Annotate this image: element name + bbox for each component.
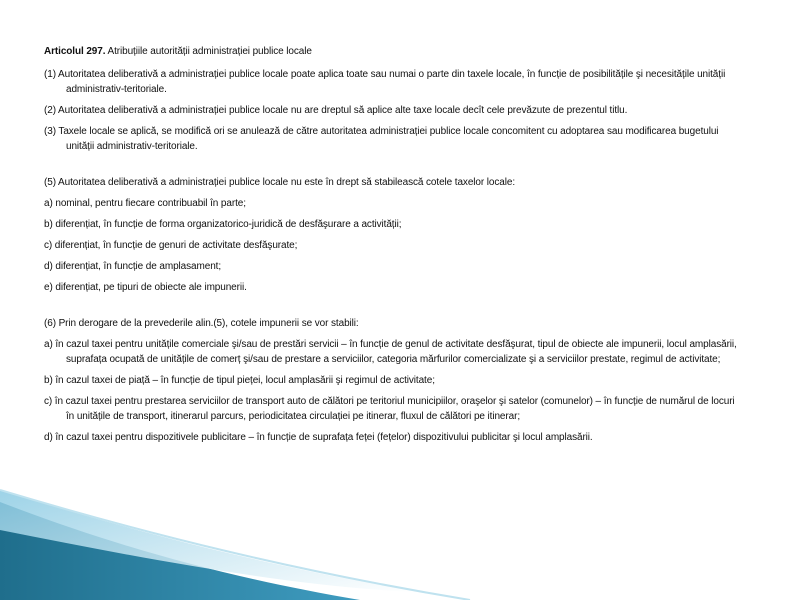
paragraph-6-item-c: c) în cazul taxei pentru prestarea serviciilor de transport auto de călători pe teritoriul municipiilor, oraşelor şi satelor (comunelor) – în funcție de numărul de locuri în unitățile de transport, itinerarul parcurs, periodicitatea circulației pe itinerar, fluxul de călători pe itinerar; [44,396,735,422]
paragraph-5-item-b: b) diferențiat, în funcție de forma organizatorico-juridică de desfăşurare a activității; [44,219,402,230]
article-title: Atribuțiile autorității administrației publice locale [105,46,312,57]
paragraph-6-item-b: b) în cazul taxei de piață – în funcție de tipul pieței, locul amplasării şi regimul de activitate; [44,375,435,386]
paragraph-5-intro: (5) Autoritatea deliberativă a administrației publice locale nu este în drept să stabilească cotele taxelor locale: [44,177,515,188]
wave-thin-line [0,490,470,600]
paragraph-2: (2) Autoritatea deliberativă a administrației publice locale nu are dreptul să aplice alte taxe locale decît cele prevăzute de prezentul titlu. [44,105,628,116]
paragraph-1: (1) Autoritatea deliberativă a administrației publice locale poate aplica toate sau numai o parte din taxele locale, în funcție de posibilitățile şi necesitățile unității administrativ-teritoriale. [44,69,726,95]
paragraph-6-item-a: a) în cazul taxei pentru unitățile comerciale şi/sau de prestări servicii – în funcție de genul de activitate desfăşurat, tipul de obiecte ale impunerii, locul amplasării, suprafața ocupată de unitățile de comerț şi/sau de prestare a serviciilor, categoria mărfurilor comercializate şi a serviciilor prestate, regimul de activitate; [44,339,737,365]
paragraph-5-item-c: c) diferențiat, în funcție de genuri de activitate desfăşurate; [44,240,298,251]
paragraph-5-item-e: e) diferențiat, pe tipuri de obiecte ale impunerii. [44,282,247,293]
wave-dark-band [0,502,360,600]
paragraph-3: (3) Taxele locale se aplică, se modifică ori se anulează de către autoritatea administrației publice locale concomitent cu adoptarea sau modificarea bugetului unității administrativ-teritoriale. [44,126,719,152]
decorative-wave [0,460,800,600]
document-body [44,44,744,451]
paragraph-5-item-d: d) diferențiat, în funcție de amplasament; [44,261,222,272]
paragraph-5-item-a: a) nominal, pentru fiecare contribuabil în parte; [44,198,246,209]
wave-light-band [0,490,420,592]
paragraph-6-intro: (6) Prin derogare de la prevederile alin.(5), cotele impunerii se vor stabili: [44,318,359,329]
article-heading [44,44,744,59]
article-number: Articolul 297. [44,46,106,57]
paragraph-6-item-d: d) în cazul taxei pentru dispozitivele publicitare – în funcție de suprafața feței (fețelor) dispozitivului publicitar şi locul amplasării. [44,432,593,443]
